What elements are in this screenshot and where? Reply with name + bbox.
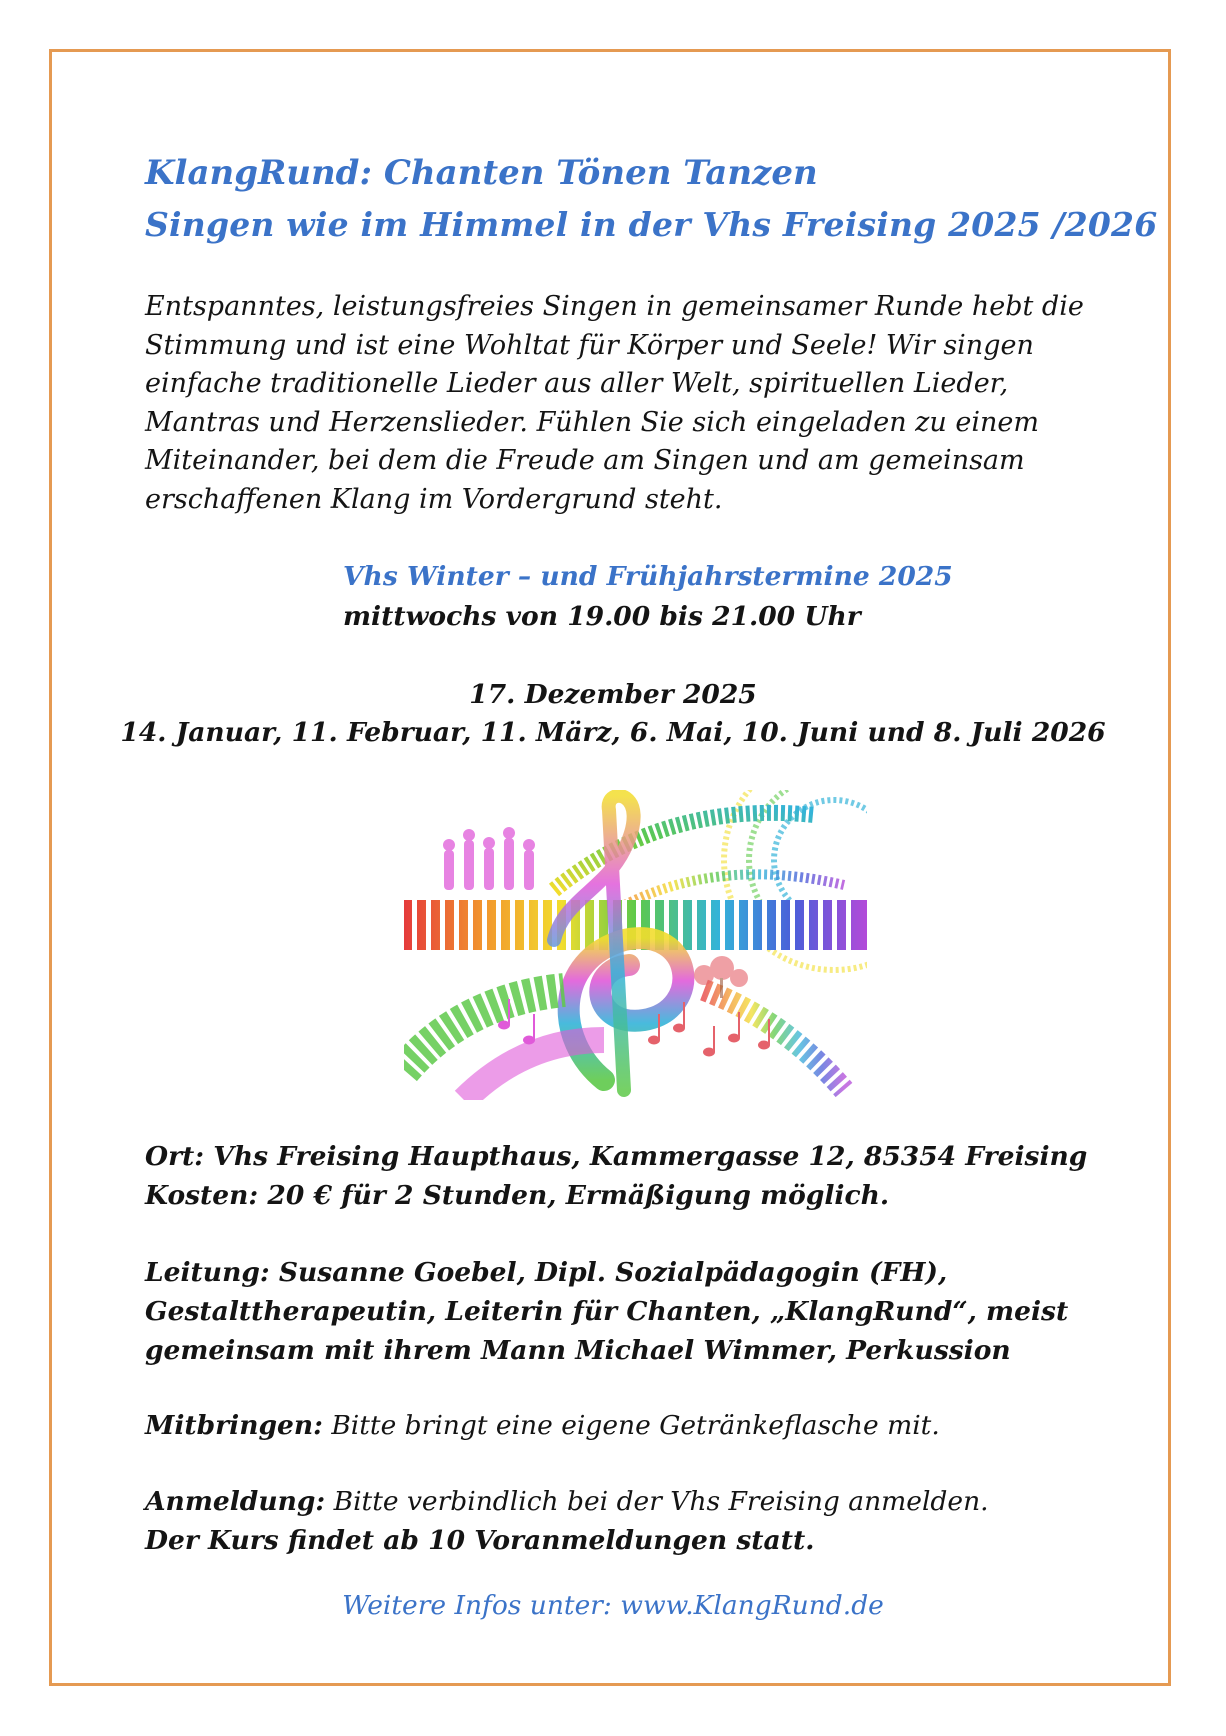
intro-line: Mantras und Herzenslieder. Fühlen Sie sich eingeladen zu einem [145,406,1039,438]
leadership [145,1253,1105,1370]
leadership-line: gemeinsam mit ihrem Mann Michael Wimmer, Perkussion [145,1335,1011,1366]
schedule-time: mittwochs von 19.00 bis 21.00 Uhr [343,601,861,632]
flyer-subtitle: Singen wie im Himmel in der Vhs Freising 2025 /2026 [145,205,1158,244]
more-info-link[interactable]: Weitere Infos unter: www.KlangRund.de [342,1590,884,1621]
bring-text: Bitte bringt eine eigene Getränkeflasche mit. [322,1410,940,1441]
location-text: Ort: Vhs Freising Haupthaus, Kammergasse 12, 85354 Freising [145,1141,1088,1172]
intro-line: Stimmung und ist eine Wohltat für Körper und Seele! Wir singen [145,329,1034,361]
tree-motif [694,956,748,998]
music-illustration [404,790,867,1100]
intro-line: Entspanntes, leistungsfreies Singen in gemeinsamer Runde hebt die [145,291,1084,322]
intro-line: einfache traditionelle Lieder aus aller Welt, spirituellen Lieder, [145,368,1009,399]
schedule-dates-2025: 17. Dezember 2025 [469,679,757,710]
leadership-line: Gestalttherapeutin, Leiterin für Chanten, „KlangRund“, meist [145,1296,1069,1327]
bring-along [145,1406,1105,1445]
flyer-title: KlangRund: Chanten Tönen Tanzen [145,153,818,193]
bring-label: Mitbringen: [145,1410,323,1441]
register-label: Anmeldung: [145,1486,326,1517]
intro-line: Miteinander, bei dem die Freude am Singen und am gemeinsam [145,445,1025,476]
minimum-participants: Der Kurs findet ab 10 Voranmeldungen statt. [145,1525,815,1556]
leadership-line: Leitung: Susanne Goebel, Dipl. Sozialpädagogin (FH), [145,1257,948,1288]
registration [145,1482,1105,1560]
intro-paragraph [145,288,1085,519]
location-costs [145,1137,1105,1215]
dancing-figures [443,827,535,890]
schedule-dates-2026: 14. Januar, 11. Februar, 11. März, 6. Mai, 10. Juni und 8. Juli 2026 [120,717,1106,748]
intro-line: erschaffenen Klang im Vordergrund steht. [145,483,723,515]
register-text: Bitte verbindlich bei der Vhs Freising anmelden. [325,1486,989,1517]
costs-text: Kosten: 20 € für 2 Stunden, Ermäßigung möglich. [145,1180,890,1211]
schedule-heading: Vhs Winter – und Frühjahrstermine 2025 [343,561,953,592]
